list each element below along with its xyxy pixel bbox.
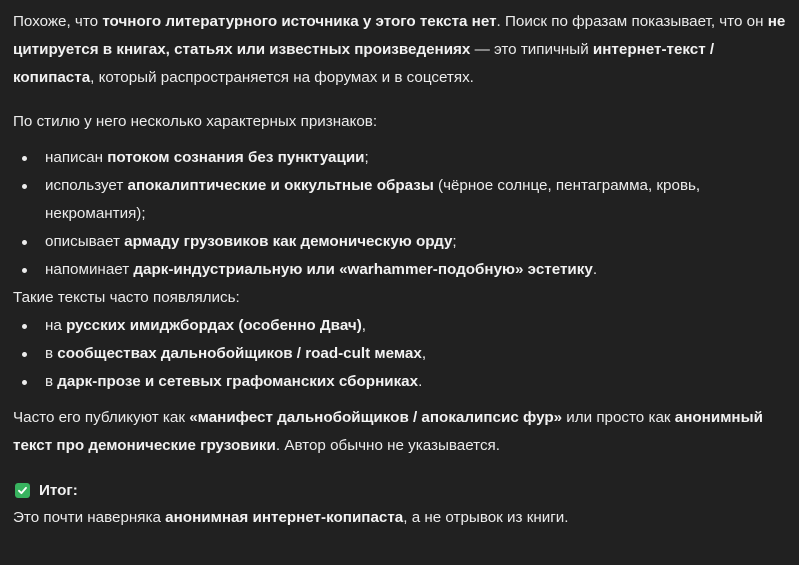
bullet-icon xyxy=(22,156,27,161)
bullet-icon xyxy=(22,352,27,357)
intro-bold-2: не цитируется в книгах, статьях или известных произведениях xyxy=(13,13,786,58)
list-item: напоминает дарк-индустриальную или «warhammer-подобную» эстетику. xyxy=(13,256,791,284)
list-item: написан потоком сознания без пунктуации; xyxy=(13,144,791,172)
list-item: описывает армаду грузовиков как демоническую орду; xyxy=(13,228,791,256)
verdict-heading xyxy=(13,476,791,504)
bullet-icon xyxy=(22,324,27,329)
traits-list xyxy=(13,144,791,284)
bullet-icon xyxy=(22,184,27,189)
intro-text-3: — это типичный xyxy=(470,41,593,58)
verdict-paragraph: Это почти наверняка анонимная интернет-копипаста, а не отрывок из книги. xyxy=(13,509,569,526)
list-item: в дарк-прозе и сетевых графоманских сборниках. xyxy=(13,368,791,396)
style-lead: По стилю у него несколько характерных признаков: xyxy=(13,113,378,130)
places-list xyxy=(13,312,791,396)
places-lead: Такие тексты часто появлялись: xyxy=(13,289,240,306)
intro-bold-1: точного литературного источника у этого текста нет xyxy=(102,13,497,30)
verdict-title: Итог: xyxy=(39,481,78,499)
intro-paragraph xyxy=(13,8,791,92)
intro-text-2: . Поиск по фразам показывает, что он xyxy=(496,13,768,30)
bullet-icon xyxy=(22,240,27,245)
list-item: на русских имиджбордах (особенно Двач), xyxy=(13,312,791,340)
intro-text-4: , который распространяется на форумах и в соцсетях. xyxy=(90,69,474,86)
list-item: использует апокалиптические и оккультные образы (чёрное солнце, пентаграмма, кровь, некромантия); xyxy=(13,172,791,228)
bullet-icon xyxy=(22,380,27,385)
check-mark-button-icon xyxy=(15,483,30,498)
intro-bold-3: интернет-текст / копипаста xyxy=(13,41,715,86)
assistant-answer xyxy=(13,8,791,532)
bullet-icon xyxy=(22,268,27,273)
publish-paragraph: Часто его публикуют как «манифест дальнобойщиков / апокалипсис фур» или просто как анонимный текст про демонические грузовики. Автор обычно не указывается. xyxy=(13,409,763,454)
list-item: в сообществах дальнобойщиков / road-cult мемах, xyxy=(13,340,791,368)
intro-text-1: Похоже, что xyxy=(13,13,103,30)
